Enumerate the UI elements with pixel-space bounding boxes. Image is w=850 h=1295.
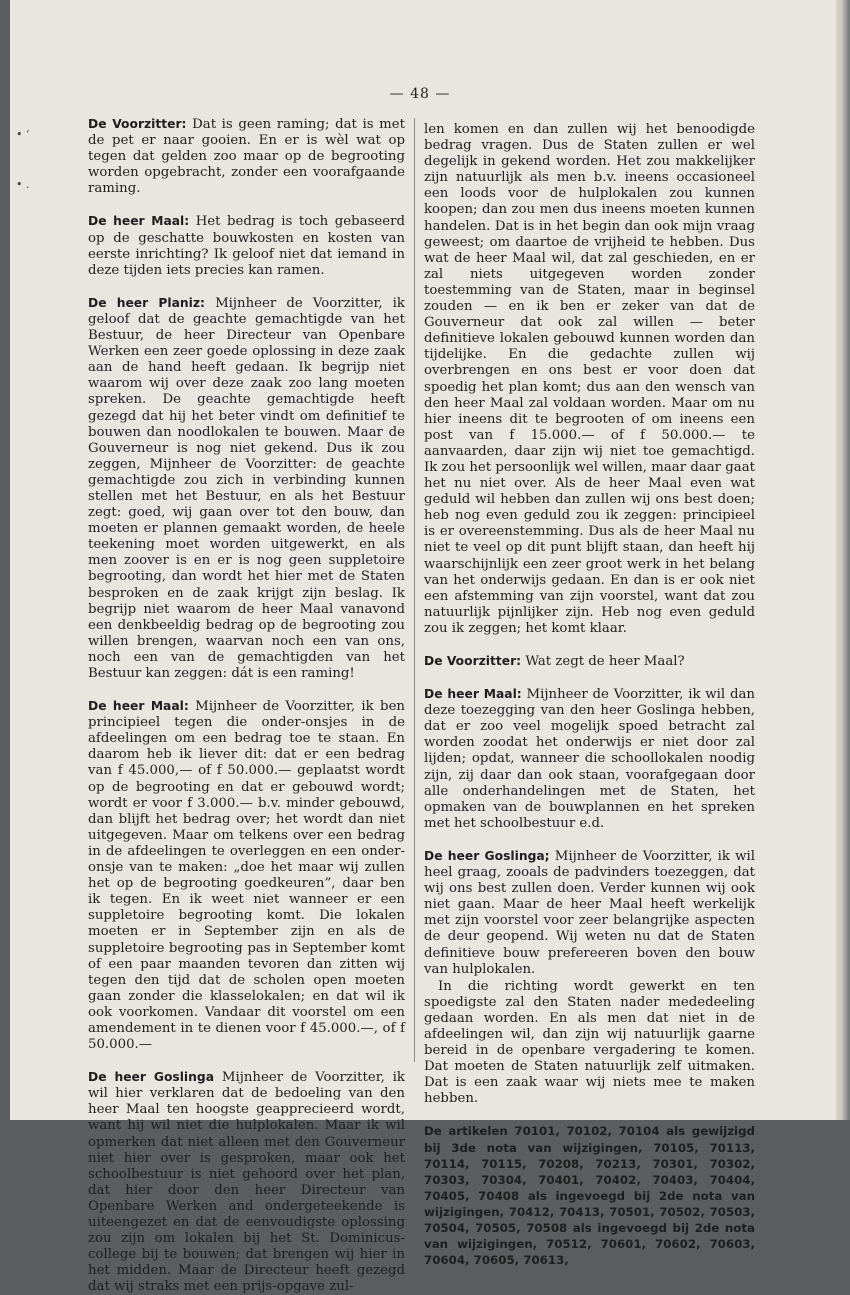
paragraph <box>88 213 405 278</box>
paragraph-text: Wat zegt de heer Maal? <box>521 654 685 669</box>
paragraph-text: Mijnheer de Voorzitter, ik ben principieel tegen die onder-onsjes in de afdeelingen om een bedrag toe te staan. En daarom heb ik liever dit: dat er een bedrag van f 45.000,— of f 50.000.— geplaatst wordt op de begrooting en dat er gebouwd wordt; wordt er voor f 3.000.— b.v. minder gebouwd, dan blijft het bedrag over; het wordt dan niet uitgegeven. Maar om telkens over een bedrag in de afdeelingen te overleggen en een onder-onsje van te maken: „doe het maar wij zullen het op de begrooting goedkeuren”, daar ben ik tegen. En ik weet niet wanneer er een suppletoire begrooting komt. Die lokalen moeten er in September zijn en als de suppletoire begrooting pas in September komt of een paar maanden tevoren dan zitten wij tegen den tijd dat de scholen open moeten gaan zonder die klasselokalen; en dat wil ik ook voorkomen. Vandaar dit voorstel om een amendement in te dienen voor f 45.000.—, of f 50.000.— <box>88 699 405 1053</box>
articles-list: De artikelen 70101, 70102, 70104 als gewijzigd bij 3de nota van wijzigingen, 70105, 70113, 70114, 70115, 70208, 70213, 70301, 70302, 70303, 70304, 70401, 70402, 70403, 70404, 70405, 70408 als ingevoegd bij 2de nota van wijzigingen, 70412, 70413, 70501, 70502, 70503, 70504, 70505, 70508 als ingevoegd bij 2de nota van wijzigingen, 70512, 70601, 70602, 70603, 70604, 70605, 70613, <box>424 1124 755 1268</box>
paragraph <box>424 121 755 637</box>
paragraph-text: Mijnheer de Voorzitter, ik wil hier verklaren dat de bedoeling van den heer Maal ten hoogste geapprecieerd wordt, want hij wil niet die hulplokalen. Maar ik wil opmerken dat niet alleen met den Gouverneur niet hier over is gesproken, maar ook het schoolbestuur is niet gehoord over het plan, dat hier door den heer Directeur van Openbare Werken and ondergeteekende is uiteengezet en dat de eenvoudigste oplossing zou zijn om lokalen bij het St. Dominicus-college bij te bouwen; dat brengen wij hier in het midden. Maar de Directeur heeft gezegd dat wij straks met een prijs-opgave zul- <box>88 1070 405 1295</box>
paragraph-text: Het bedrag is toch gebaseerd op de geschatte bouwkosten en kosten van eerste inrichting? Ik geloof niet dat iemand in deze tijden iets precies kan ramen. <box>88 214 405 278</box>
left-column <box>88 116 405 1295</box>
paragraph <box>424 978 755 1108</box>
speaker-label: De heer Goslinga <box>88 1070 214 1085</box>
right-column <box>424 121 755 1268</box>
paragraph <box>88 1069 405 1295</box>
margin-dot: • . <box>16 178 30 191</box>
speaker-label: De Voorzitter: <box>424 654 522 668</box>
margin-dot: • ‘ <box>16 128 30 141</box>
speaker-label: De heer Maal: <box>88 699 189 714</box>
paragraph <box>424 848 755 978</box>
paragraph <box>88 116 405 197</box>
paragraph <box>88 698 405 1053</box>
paragraph <box>424 686 755 832</box>
speaker-label: De Voorzitter: <box>88 117 187 131</box>
paragraph <box>424 653 755 670</box>
page-number: — 48 — <box>389 86 451 102</box>
speaker-label: De heer Maal: <box>88 214 190 229</box>
paragraph <box>88 295 405 682</box>
paragraph-text: In die richting wordt gewerkt en ten spoedigste zal den Staten nader mededeeling gedaan worden. En als men dat niet in de afdeelingen wil, dan zijn wij natuurlijk gaarne bereid in de openbare vergadering te komen. Dat moeten de Staten natuurlijk zelf uitmaken. Dat is een zaak waar wij niets mee te maken hebben. <box>424 978 755 1107</box>
paragraph-text: Mijnheer de Voorzitter, ik geloof dat de geachte gemachtigde van het Bestuur, de heer Directeur van Openbare Werken een zeer goede oplossing in deze zaak aan de hand heeft gedaan. Ik begrijp niet waarom wij over deze zaak zoo lang moeten spreken. De geachte gemachtigde heeft gezegd dat hij het beter vindt om definitief te bouwen dan noodlokalen te bouwen. Maar de Gouverneur is nog niet gekend. Dus ik zou zeggen, Mijnheer de Voorzitter: de geachte gemachtigde zou zich in verbinding kunnen stellen met het Bestuur, en als het Bestuur zegt: goed, wij gaan over tot den bouw, dan moeten er plannen gemaakt worden, de heele teekening moet worden uitgewerkt, en als men zoover is en er is nog geen suppletoire begrooting, dan wordt het hier met de Staten besproken en de zaak krijgt zijn beslag. Ik begrijp niet waarom de heer Maal vanavond een denkbeeldig bedrag op de begrooting zou willen brengen, waarvan noch een van ons, noch een van de gemachtigden van het Bestuur kan zeggen: dát is een raming! <box>88 295 405 681</box>
page-edge-strip <box>836 0 850 1120</box>
paragraph-text: Mijnheer de Voorzitter, ik wil heel graag, zooals de padvinders toezeggen, dat wij ons best zullen doen. Verder kunnen wij ook niet gaan. Maar de heer Maal heeft werkelijk met zijn voorstel voor zeer belangrijke aspecten de deur geopend. Wij weten nu dat de Staten definitieve bouw prefereeren boven den bouw van hulplokalen. <box>424 848 756 977</box>
column-divider <box>414 118 415 1062</box>
speaker-label: De heer Planiz: <box>88 295 205 310</box>
paragraph-text: Mijnheer de Voorzitter, ik wil dan deze toezegging van den heer Goslinga hebben, dat er zoo veel mogelijk spoed betracht zal worden zoodat het onderwijs er niet door zal lijden; opdat, wanneer die schoollokalen noodig zijn, zij daar dan ook staan, voorafgegaan door alle onderhandelingen met de Staten, het opmaken van de bouwplannen en het spreken met het schoolbestuur e.d. <box>424 687 755 831</box>
speaker-label: De heer Maal: <box>424 687 522 702</box>
speaker-label: De heer Goslinga; <box>424 848 550 863</box>
paragraph-text: Dat is geen raming; dat is met de pet er naar gooien. En er is wèl wat op tegen dat gelden zoo maar op de begrooting worden opgebracht, zonder een voorafgaande raming. <box>88 117 405 197</box>
paragraph-text: len komen en dan zullen wij het benoodigde bedrag vragen. Dus de Staten zullen er wel degelijk in gekend worden. Het zou makkelijker zijn natuurlijk als men b.v. ineens occasioneel een loods voor de hulplokalen zou kunnen koopen; dan zou men dus ineens moeten kunnen handelen. Dat is in het begin dan ook mijn vraag geweest; om daartoe de vrijheid te hebben. Dus wat de heer Maal wil, dat zal geschieden, en er zal niets uitgegeven worden zonder toestemming van de Staten, maar in beginsel zouden — en ik ben er zeker van dat de Gouverneur dat ook zal willen — beter definitieve lokalen gebouwd kunnen worden dan tijdelijke. En die gedachte zullen wij overbrengen en ons best er voor doen dat spoedig het plan komt; dus aan den wensch van den heer Maal zal voldaan worden. Maar om nu hier ineens dit te begrooten of om ineens een post van f 15.000.— of f 50.000.— te aanvaarden, daar zijn wij niet toe gemachtigd. Ik zou het persoonlijk wel willen, maar daar gaat het nu niet over. Als de heer Maal even wat geduld wil hebben dan zullen wij ons best doen; heb nog even geduld zou ik zeggen: principieel is er overeenstemming. Dus als de heer Maal nu niet te veel op dit punt blijft staan, dan heeft hij waarschijnlijk een zeer groot werk in het belang van het onderwijs gedaan. En dan is er ook niet een afstemming van zijn voorstel, want dat zou natuurlijk pijnlijker zijn. Heb nog even geduld zou ik zeggen; het komt klaar. <box>424 122 755 636</box>
